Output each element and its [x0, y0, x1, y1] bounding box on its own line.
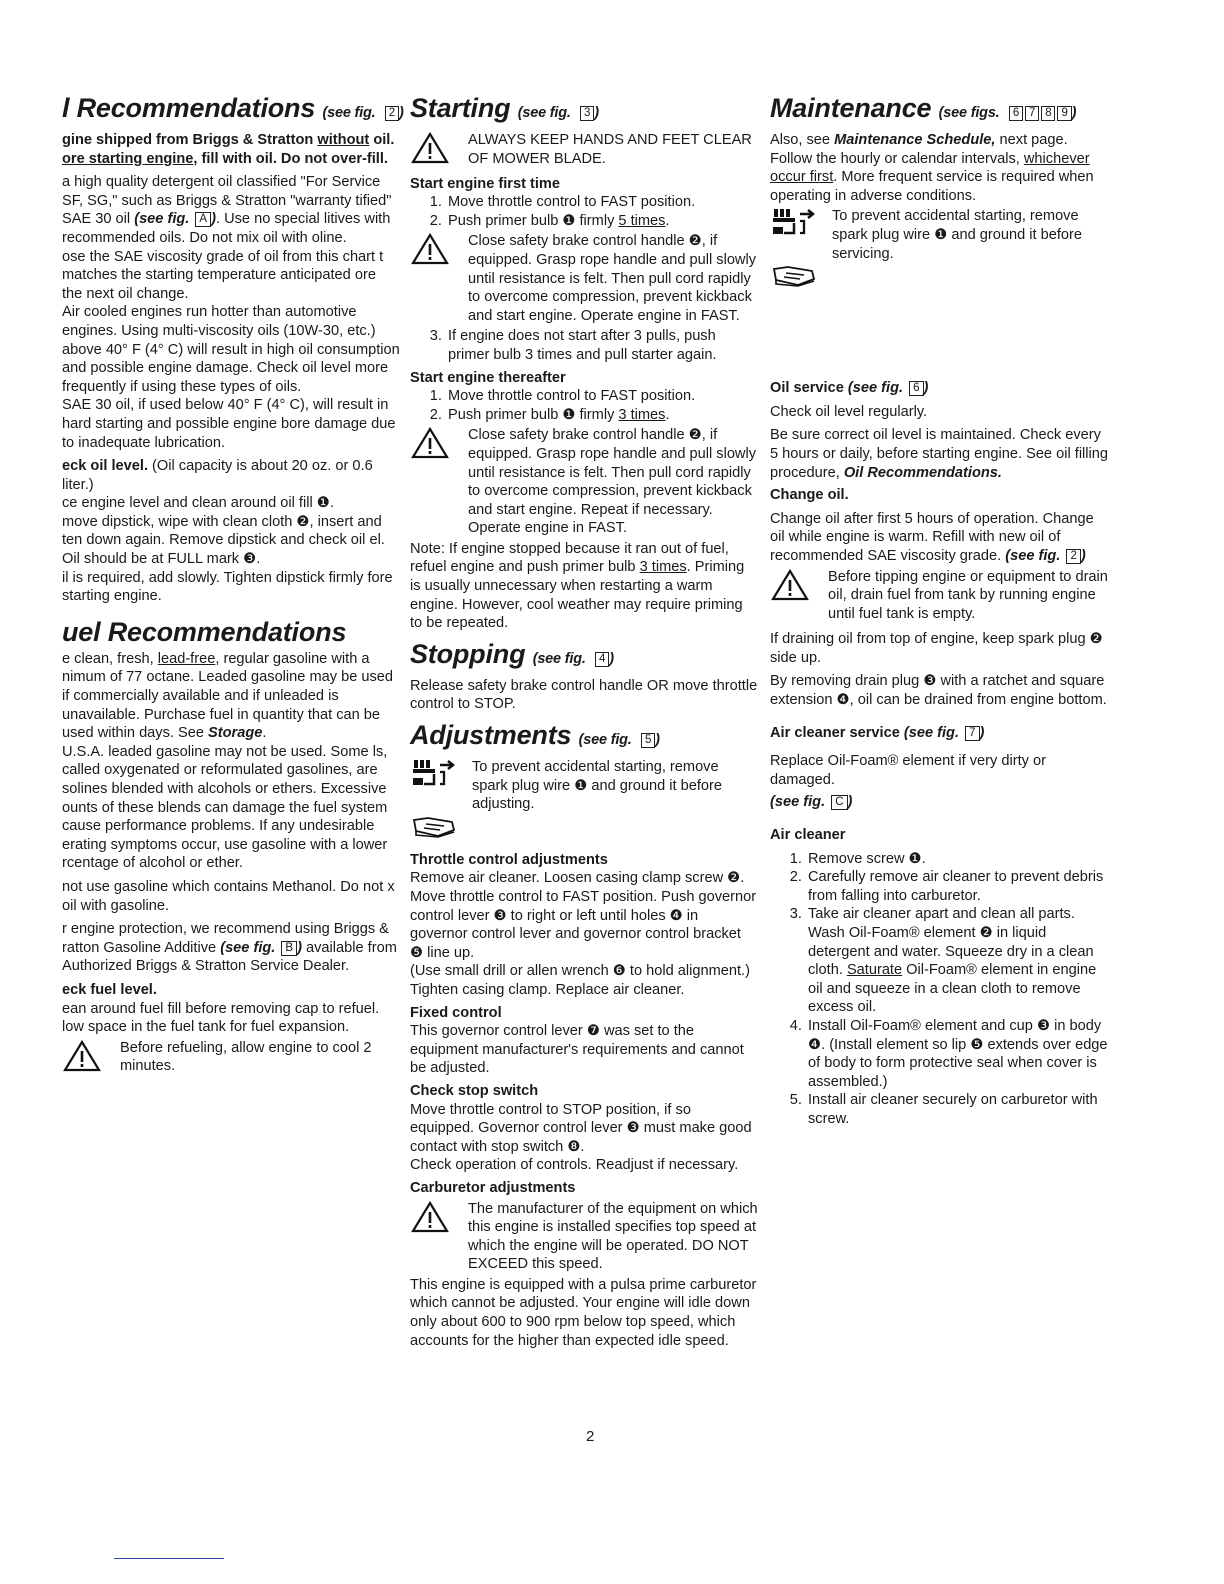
oil-step-3: il is required, add slowly. Tighten dipstick firmly fore starting engine. — [62, 569, 393, 605]
see-fig-c — [770, 793, 1110, 812]
see-figs-label: (see figs. — [938, 105, 1000, 121]
start-first-time-steps-cont — [410, 327, 758, 364]
text: oil. — [369, 132, 395, 148]
text-underlined: ore starting engine — [62, 150, 194, 167]
text: . Priming is usually unnecessary when restarting a warm engine. However, cool weather may require priming to be repeated. — [410, 559, 745, 632]
text-underlined: Saturate — [846, 962, 903, 979]
oil-step-2: move dipstick, wipe with clean cloth ❷, insert and ten down again. Remove dipstick and check oil el. Oil should be at FULL mark ❸. — [62, 513, 385, 568]
check-stop-switch-text: Move throttle control to STOP position, if so equipped. Governor control lever ❸ must make good contact with stop switch ❽. — [410, 1101, 752, 1155]
shipped-without-oil-notice — [62, 131, 400, 168]
adjust-spark-warning — [410, 758, 758, 814]
fuel-paragraph-3: not use gasoline which contains Methanol. Do not x oil with gasoline. — [62, 878, 395, 914]
stopping-text: Release safety brake control handle OR move throttle control to STOP. — [410, 677, 758, 713]
see-fig-label: (see fig. — [517, 105, 571, 121]
heading-text: Maintenance — [770, 93, 932, 123]
warning-triangle-icon — [770, 568, 828, 608]
text-underlined: whichever occur first — [770, 150, 1090, 186]
fig-ref-box: B — [281, 941, 297, 956]
fig-ref-box: 3 — [580, 106, 594, 121]
fig-ref-box: 2 — [385, 106, 399, 121]
start-first-time-steps — [410, 193, 758, 230]
stopping-heading — [410, 638, 758, 675]
text: . Use no special litives with recommended oils. Do not mix oil with oline. — [62, 211, 391, 246]
air-cooled-warning: Air cooled engines run hotter than automotive engines. Using multi-viscosity oils (10W-30, etc.) above 40° F (4° C) will result in high oil consumption and possible engine damage. Check oil level more frequently if using these types of oils. — [62, 304, 400, 395]
oil-recommendations-column — [62, 92, 404, 1080]
throttle-adjust-note: (Use small drill or allen wrench ❻ to hold alignment.) — [410, 963, 750, 980]
warning-text: Before tipping engine or equipment to drain oil, drain fuel from tank by running engine until fuel tank is empty. — [828, 568, 1108, 622]
carburetor-adjust-heading: Carburetor adjustments — [410, 1179, 576, 1196]
text: Oil-Foam® element in engine oil and squeeze in a clean cloth to remove excess oil. — [808, 962, 1097, 1016]
paren-close: ) — [297, 939, 302, 956]
subheading: eck oil level. — [62, 458, 148, 475]
text-underlined: lead-free — [157, 650, 216, 667]
text: . — [665, 406, 670, 423]
fixed-control-text: This governor control lever ❼ was set to the equipment manufacturer's requirements and cannot be adjusted. — [410, 1023, 744, 1077]
top-speed-warning — [410, 1200, 758, 1274]
paren-close: ) — [211, 211, 216, 228]
text: Change oil after first 5 hours of operation. Change oil while engine is warm. Refill with new oil of recommended SAE viscosity grade. — [770, 510, 1094, 564]
text: Oil service — [770, 380, 844, 397]
carburetor-text: This engine is equipped with a pulsa prime carburetor which cannot be adjusted. Your engine will idle down only about 600 to 900 rpm below top speed, which accounts for the higher than expected idle speed. — [410, 1276, 757, 1349]
text: e clean, fresh, — [62, 650, 158, 667]
oil-type-paragraph — [62, 173, 400, 247]
replace-element-text: Replace Oil-Foam® element if very dirty or damaged. — [770, 753, 1046, 788]
air-cleaner-service-heading — [770, 724, 1110, 743]
heading-text: Starting — [410, 93, 511, 123]
fuel-paragraph-1 — [62, 650, 400, 743]
maintenance-column — [770, 92, 1110, 1129]
heading-text: l Recommendations — [62, 93, 316, 123]
text: Also, see — [770, 132, 835, 148]
check-stop-switch-heading: Check stop switch — [410, 1082, 539, 1099]
oil-service-heading — [770, 379, 1110, 398]
text: , fill with oil. Do not over-fill. — [193, 150, 388, 167]
manual-book-icon — [412, 816, 456, 838]
warning-triangle-icon — [410, 426, 468, 466]
fig-ref-box: C — [831, 795, 847, 810]
paren-close: ) — [609, 650, 614, 667]
text-underlined: 5 times — [618, 212, 666, 229]
warning-text: To prevent accidental starting, remove spark plug wire ❶ and ground it before servicing. — [832, 208, 1082, 262]
air-cleaner-steps — [770, 850, 1110, 1129]
text: Air cleaner service — [770, 724, 900, 741]
page-number: 2 — [586, 1428, 595, 1445]
step-1: 1. Move throttle control to FAST position. — [446, 387, 758, 406]
text: r engine protection, we recommend using Briggs & ratton Gasoline Additive — [62, 921, 389, 956]
text-italic: Storage — [208, 725, 263, 742]
tipping-warning — [770, 568, 1110, 624]
warning-text: Close safety brake control handle ❷, if equipped. Grasp rope handle and pull slowly until resistance is felt. Then pull cord rapidly to overcome compression, prevent kickback and start engine. Operate engine in FAST. — [468, 233, 757, 324]
see-fig-label: (see fig. — [770, 794, 826, 811]
fig-ref-box: 7 — [1025, 106, 1039, 121]
warning-triangle-icon — [62, 1039, 120, 1079]
fig-ref-box: 6 — [1009, 106, 1023, 121]
see-fig-label: (see fig. — [847, 380, 904, 397]
start-thereafter-heading: Start engine thereafter — [410, 369, 566, 386]
heading-text: Adjustments — [410, 720, 572, 751]
text: . — [262, 725, 267, 742]
starting-heading — [410, 92, 758, 129]
throttle-adjust-text: Remove air cleaner. Loosen casing clamp screw ❷. Move throttle control to FAST position. Push governor control lever ❸ to right or left until holes ❹ in governor control lever and governor control bracket ❺ line up. — [410, 870, 757, 961]
step-1: 1. Remove screw ❶. — [806, 850, 1110, 869]
paren-close: ) — [398, 105, 404, 121]
fuel-paragraph-2: U.S.A. leaded gasoline may not be used. Some ls, called oxygenated or reformulated gasolines, are solines blended with alcohols or ethers. Excessive ounts of these blends can damage the fuel system cause performance problems. If any undesirable erating symptoms occur, use gasoline with a lower rcentage of alcohol or ether. — [62, 743, 388, 872]
paren-close: ) — [1071, 105, 1077, 121]
warning-triangle-icon — [410, 232, 468, 272]
text-italic: Oil Recommendations. — [843, 464, 1002, 481]
fixed-control-heading: Fixed control — [410, 1004, 502, 1021]
start-thereafter-steps — [410, 387, 758, 424]
throttle-adjust-text-2: Tighten casing clamp. Replace air cleaner. — [410, 981, 685, 998]
throttle-adjust-heading: Throttle control adjustments — [410, 851, 608, 868]
starting-column — [410, 92, 758, 1350]
warning-triangle-icon — [410, 1200, 468, 1240]
see-fig-label: (see fig. — [1005, 547, 1061, 564]
text: Be sure correct oil level is maintained. Check every 5 hours or daily, before starting engine. See oil filling procedure, — [770, 427, 1109, 481]
warning-text: Close safety brake control handle ❷, if equipped. Grasp rope handle and pull slowly until resistance is felt. Then pull cord rapidly to overcome compression, prevent kickback and start engine. Repeat if necessary. Operate engine in FAST. — [468, 427, 757, 537]
paren-close: ) — [1080, 547, 1086, 564]
text: Push primer bulb ❶ firmly — [448, 406, 619, 423]
text: available from Authorized Briggs & Stratton Service Dealer. — [62, 939, 397, 975]
change-oil-heading: Change oil. — [770, 487, 849, 504]
drain-plug-text: By removing drain plug ❸ with a ratchet and square extension ❹, oil can be drained from engine bottom. — [770, 673, 1107, 709]
paren-close: ) — [847, 794, 853, 811]
fuel-recommendations-heading: uel Recommendations — [62, 616, 347, 647]
step-3: 3. If engine does not start after 3 pulls, push primer bulb 3 times and pull starter again. — [446, 327, 758, 364]
step-4: 4. Install Oil-Foam® element and cup ❸ in body ❹. (Install element so lip ❺ extends over edge of body to form protective seal when cover is assembled.) — [806, 1017, 1110, 1091]
fig-ref-box: 9 — [1057, 106, 1071, 121]
oil-recommendations-heading — [62, 92, 404, 129]
text-underlined: without — [317, 132, 370, 148]
text: , regular gasoline with a nimum of 77 octane. Leaded gasoline may be used if commercially available and if unleaded is unavailable. Purchase fuel in quantity that can be used within days. See — [62, 650, 394, 742]
blade-warning — [410, 131, 758, 171]
text-underlined: 3 times — [618, 406, 666, 423]
see-fig-label: (see fig. — [903, 724, 960, 741]
paren-close: ) — [594, 105, 599, 121]
manual-book-icon — [772, 265, 816, 287]
viscosity-paragraph: ose the SAE viscosity grade of oil from this chart t matches the starting temperature anticipated ore the next oil change. — [62, 248, 384, 302]
priming-note — [410, 540, 758, 633]
change-oil-text — [770, 510, 1110, 566]
check-fuel-level-heading: eck fuel level. — [62, 981, 157, 998]
oil-level-text — [770, 426, 1110, 482]
fig-ref-box: A — [195, 212, 211, 227]
text: Push primer bulb ❶ firmly — [448, 212, 619, 229]
see-fig-label: (see fig. — [578, 732, 632, 749]
spark-plug-icon — [770, 207, 832, 243]
see-fig-label: (see fig. — [220, 939, 276, 956]
fuel-level-paragraph: ean around fuel fill before removing cap to refuel. low space in the fuel tank for fuel expansion. — [62, 1000, 380, 1036]
spark-plug-icon — [410, 758, 472, 794]
warning-triangle-icon — [410, 131, 468, 171]
air-cleaner-heading: Air cleaner — [770, 827, 846, 844]
step-2 — [446, 212, 758, 231]
see-fig-label: (see fig. — [532, 650, 586, 667]
warning-text: Before refueling, allow engine to cool 2 minutes. — [120, 1039, 372, 1075]
check-controls-text: Check operation of controls. Readjust if necessary. — [410, 1157, 739, 1174]
step-2 — [446, 406, 758, 425]
safety-brake-warning-1 — [410, 232, 758, 325]
fig-ref-box: 2 — [1066, 549, 1080, 564]
check-regularly-text: Check oil level regularly. — [770, 403, 928, 420]
step-2: 2. Carefully remove air cleaner to prevent debris from falling into carburetor. — [806, 868, 1110, 905]
maintenance-intro — [770, 131, 1110, 205]
text-underlined: 3 times — [639, 559, 687, 576]
text: a high quality detergent oil classified "For Service SF, SG," such as Briggs & Stratton "warranty tified" SAE 30 oil — [62, 174, 392, 228]
text: next page. Follow the hourly or calendar intervals, — [770, 132, 1068, 167]
maintenance-heading — [770, 92, 1110, 129]
drain-top-text: If draining oil from top of engine, keep spark plug ❷ side up. — [770, 631, 1103, 666]
text-italic: Maintenance Schedule, — [834, 132, 996, 148]
text: Note: If engine stopped because it ran out of fuel, refuel engine and push primer bulb — [410, 540, 729, 576]
warning-text: The manufacturer of the equipment on which this engine is installed specifies top speed at which the engine will be operated. DO NOT EXCEED this speed. — [468, 1200, 758, 1273]
bottom-divider — [114, 1558, 224, 1559]
fig-ref-box: 8 — [1041, 106, 1055, 121]
warning-text: To prevent accidental starting, remove spark plug wire ❶ and ground it before adjusting. — [472, 759, 722, 813]
adjustments-heading — [410, 719, 758, 756]
text: (Oil capacity is about 20 oz. or 0.6 liter.) — [62, 458, 373, 493]
paren-close: ) — [979, 724, 985, 741]
paren-close: ) — [655, 732, 660, 749]
text: gine shipped from Briggs & Stratton — [62, 132, 318, 148]
warning-text: ALWAYS KEEP HANDS AND FEET CLEAR OF MOWER BLADE. — [468, 132, 752, 167]
fig-ref-box: 5 — [641, 733, 655, 748]
step-1: 1. Move throttle control to FAST position. — [446, 193, 758, 212]
see-fig-label: (see fig. — [322, 105, 376, 121]
service-spark-warning — [770, 207, 1110, 263]
fig-ref-box: 6 — [909, 381, 923, 396]
sae30-note: SAE 30 oil, if used below 40° F (4° C), will result in hard starting and possible engine bore damage due to inadequate lubrication. — [62, 397, 396, 451]
step-5: 5. Install air cleaner securely on carburetor with screw. — [806, 1091, 1110, 1128]
safety-brake-warning-2 — [410, 426, 758, 538]
paren-close: ) — [923, 380, 929, 397]
refuel-warning — [62, 1039, 400, 1079]
check-oil-level-paragraph — [62, 457, 400, 494]
text: . — [665, 212, 670, 229]
fig-ref-box: 4 — [595, 652, 609, 667]
heading-text: Stopping — [410, 638, 526, 669]
see-fig-label: (see fig. — [134, 211, 190, 228]
step-3 — [806, 905, 1110, 1017]
fig-ref-box: 7 — [965, 726, 979, 741]
text: . More frequent service is required when operating in adverse conditions. — [770, 169, 1094, 204]
oil-step-1: ce engine level and clean around oil fill ❶. — [62, 495, 334, 512]
start-first-time-heading: Start engine first time — [410, 175, 561, 192]
text: Take air cleaner apart and clean all parts. Wash Oil-Foam® element ❷ in liquid detergent and water. Squeeze dry in a clean cloth. — [808, 906, 1094, 979]
fuel-paragraph-4 — [62, 920, 400, 976]
